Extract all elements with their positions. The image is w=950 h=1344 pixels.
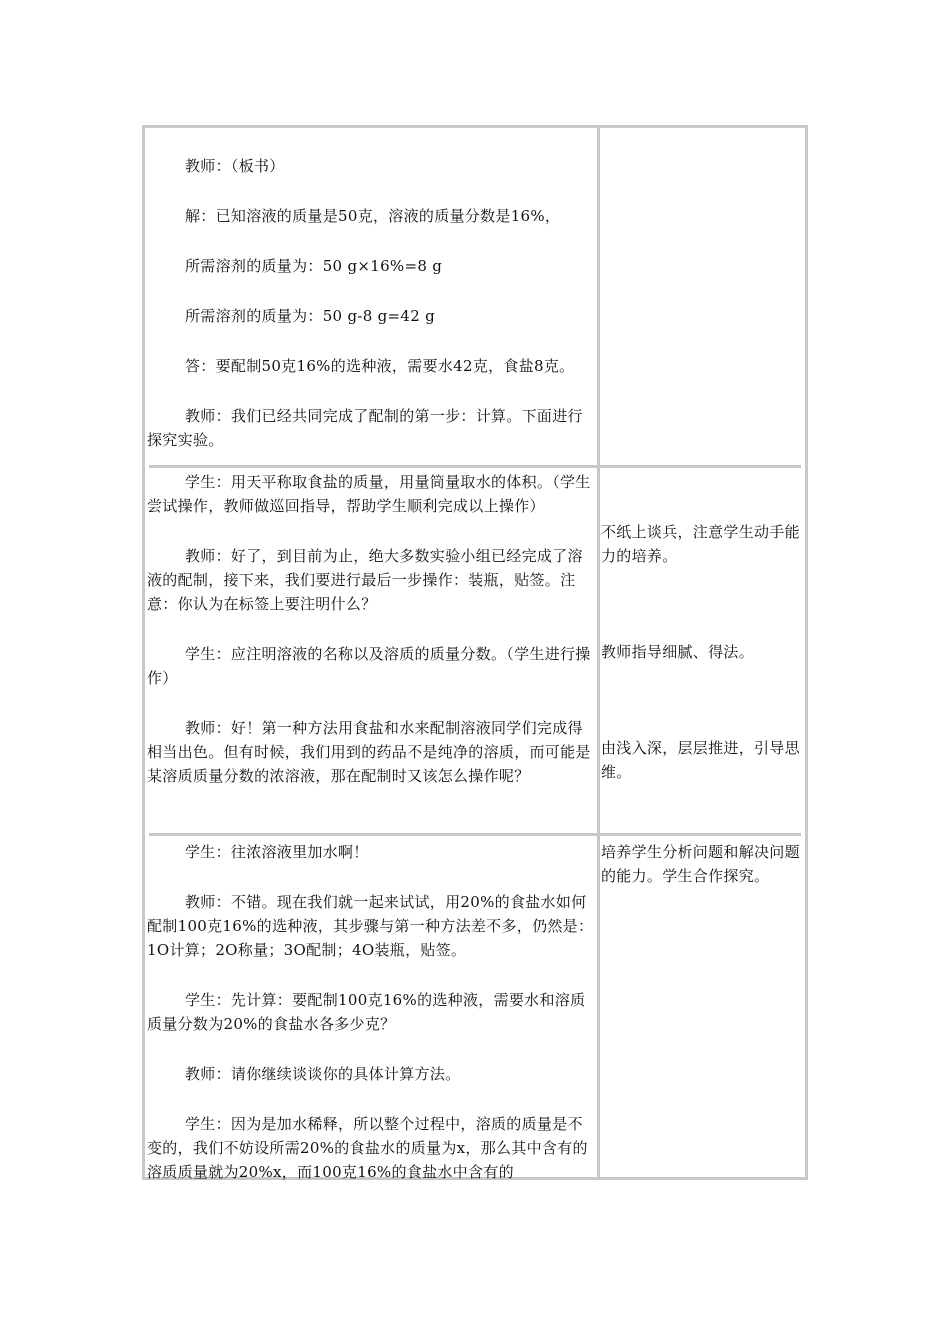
column-divider xyxy=(597,128,600,1177)
paragraph: 教师：请你继续谈谈你的具体计算方法。 xyxy=(185,1065,461,1083)
note-text: 由浅入深，层层推进，引导思维。 xyxy=(601,739,800,781)
note-text: 培养学生分析问题和解决问题的能力。学生合作探究。 xyxy=(601,843,800,885)
paragraph: 学生：应注明溶液的名称以及溶质的质量分数。（学生进行操作） xyxy=(147,645,591,687)
main-cell xyxy=(147,470,597,788)
paragraph: 学生：先计算：要配制100克16%的选种液，需要水和溶质质量分数为20%的食盐水各多少克？ xyxy=(147,991,586,1033)
paragraph: 解：已知溶液的质量是50克，溶液的质量分数是16%， xyxy=(185,207,561,225)
paragraph: 学生：因为是加水稀释，所以整个过程中，溶质的质量是不变的，我们不妨设所需20%的食盐水的质量为x，那么其中含有的溶质质量就为20%x，而100克16%的食盐水中含有的 xyxy=(147,1115,588,1181)
paragraph: 教师：（板书） xyxy=(185,157,285,175)
main-cell xyxy=(147,840,597,1184)
paragraph: 教师：好了，到目前为止，绝大多数实验小组已经完成了溶液的配制，接下来，我们要进行最后一步操作：装瓶，贴签。注意：你认为在标签上要注明什么？ xyxy=(147,547,583,613)
note-cell xyxy=(601,840,807,888)
main-cell xyxy=(147,154,597,452)
row-divider xyxy=(149,465,801,468)
paragraph: 所需溶剂的质量为：50 g-8 g=42 g xyxy=(185,307,436,325)
paragraph: 学生：往浓溶液里加水啊！ xyxy=(185,843,369,861)
paragraph: 教师：我们已经共同完成了配制的第一步：计算。下面进行探究实验。 xyxy=(147,407,583,449)
note-text: 不纸上谈兵，注意学生动手能力的培养。 xyxy=(601,523,800,565)
row-divider xyxy=(149,833,801,836)
paragraph: 教师：不错。现在我们就一起来试试，用20%的食盐水如何配制100克16%的选种液，其步骤与第一种方法差不多，仍然是：1O计算；2O称量；3O配制；4O装瓶，贴签。 xyxy=(147,893,594,959)
paragraph: 教师：好！第一种方法用食盐和水来配制溶液同学们完成得相当出色。但有时候，我们用到的药品不是纯净的溶质，而可能是某溶质质量分数的浓溶液，那在配制时又该怎么操作呢？ xyxy=(147,719,591,785)
paragraph: 学生：用天平称取食盐的质量，用量筒量取水的体积。（学生尝试操作，教师做巡回指导，帮助学生顺利完成以上操作） xyxy=(147,473,591,515)
paragraph: 所需溶剂的质量为：50 g×16%=8 g xyxy=(185,257,443,275)
note-text: 教师指导细腻、得法。 xyxy=(601,643,755,661)
lesson-table xyxy=(142,125,808,1180)
paragraph: 答：要配制50克16%的选种液，需要水42克，食盐8克。 xyxy=(185,357,575,375)
